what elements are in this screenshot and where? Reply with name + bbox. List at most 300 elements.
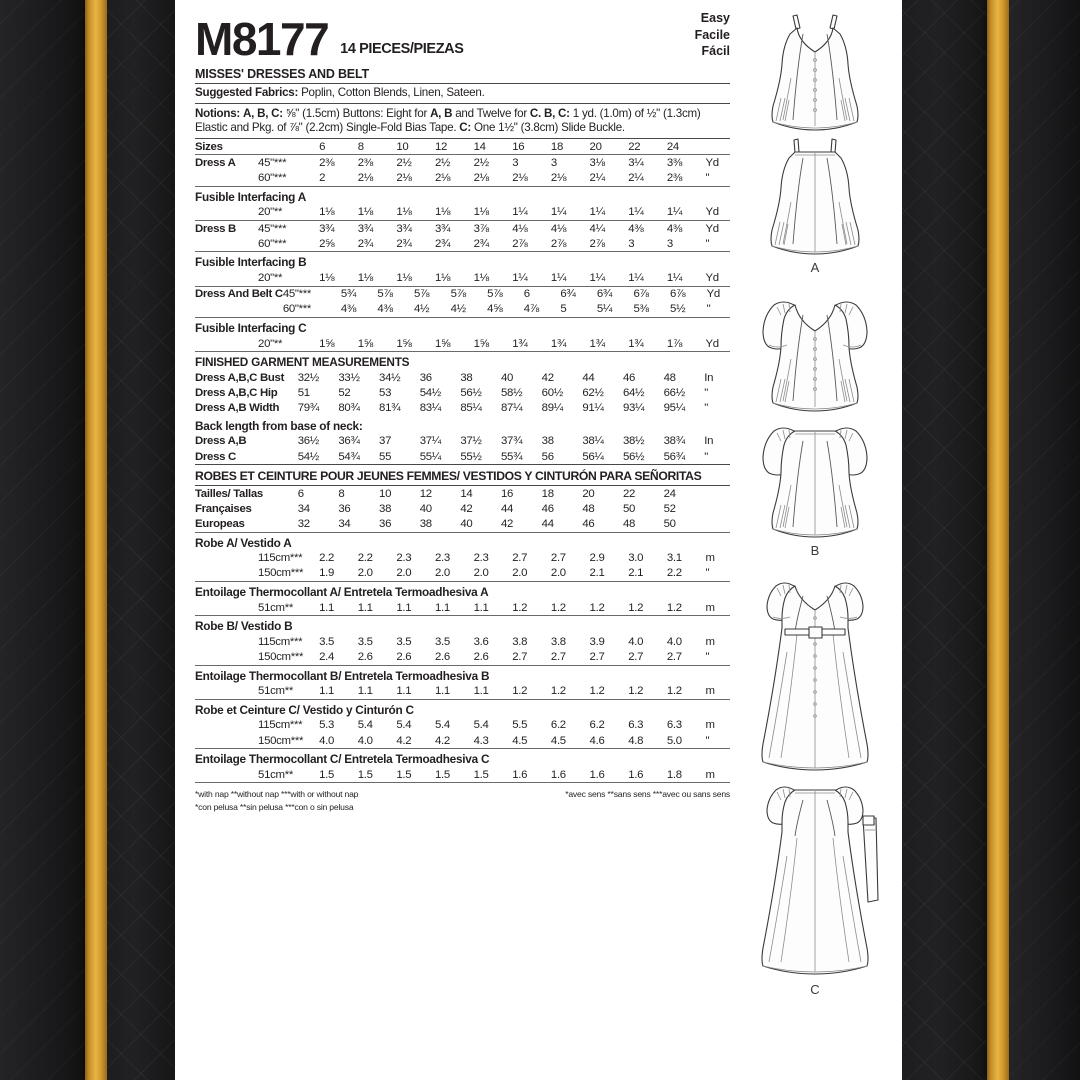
value-size-2: 1.5	[396, 768, 412, 781]
value-size-3: 1.5	[434, 768, 450, 781]
group-label: Fusible Interfacing C	[195, 320, 307, 335]
value-size-7: 48	[582, 502, 595, 515]
value-size-0: 3¾	[319, 222, 335, 235]
value-size-4: 2¾	[473, 237, 489, 250]
value-size-6: 6¾	[560, 288, 576, 301]
notions-views-c-bc: C. B, C:	[529, 106, 570, 120]
value-size-6: 2.7	[550, 552, 566, 565]
value-size-8: 38½	[622, 435, 645, 448]
value-size-5: 1¼	[512, 272, 528, 284]
difficulty-english: Easy	[700, 11, 730, 25]
value-size-2: 38	[379, 502, 392, 515]
group-name-cell	[195, 649, 258, 664]
value-size-1: 54¾	[338, 450, 360, 463]
unit-cell: m	[705, 635, 715, 648]
value-size-5: 1.2	[512, 685, 528, 698]
table-row	[195, 434, 730, 449]
notions-buttons-text: ⅝" (1.5cm) Buttons: Eight for	[285, 106, 428, 120]
value-size-7: 1.2	[589, 601, 605, 614]
value-size-9: 38¾	[663, 435, 685, 448]
value-size-6: 4.5	[550, 734, 566, 747]
table-row	[195, 516, 730, 531]
table-body	[195, 155, 730, 185]
fabric-width: 45"***	[258, 157, 287, 170]
value-size-8: 1¼	[628, 206, 644, 219]
value-size-5: 1¾	[512, 337, 528, 350]
value-size-2: 81¾	[379, 402, 401, 415]
unit-cell: m	[705, 552, 715, 565]
imperial-table-body	[195, 139, 730, 154]
value-size-2: 1⅝	[396, 337, 412, 350]
size-system-label: Europeas	[195, 518, 245, 531]
fabric-width: 60"***	[258, 237, 287, 250]
value-size-3: 5.4	[434, 719, 450, 732]
value-size-9: 4⅜	[666, 222, 683, 235]
value-size-7: 20	[582, 487, 595, 500]
value-size-9: 3.1	[666, 552, 682, 565]
notions-views-ab: A, B	[430, 106, 453, 120]
fabric-width: 20"**	[258, 272, 283, 284]
value-size-6: 1¼	[550, 272, 567, 284]
metric-yardage-table	[195, 600, 730, 615]
table-row	[195, 600, 730, 615]
value-size-0: 6	[297, 487, 304, 500]
notions-view-c: C:	[459, 121, 472, 135]
value-size-4: 42	[460, 502, 473, 515]
value-size-3: 54½	[419, 386, 441, 399]
notions-elastic-tape: Elastic and Pkg. of ⅞" (2.2cm) Single-Fold Bias Tape.	[195, 121, 457, 135]
metric-yardage-table	[195, 684, 730, 699]
dress-b-front-sketch	[747, 289, 883, 417]
table-body	[195, 270, 730, 285]
value-size-4: 4⅝	[487, 303, 503, 316]
value-size-8: 1.2	[628, 685, 644, 698]
value-size-7: 1¼	[589, 206, 605, 219]
group-name-cell	[195, 566, 258, 581]
chevron-panel-inner-right	[902, 0, 987, 1080]
value-size-4: 4.3	[473, 734, 489, 747]
yardage-table	[195, 270, 730, 285]
metric-groups	[195, 486, 730, 783]
value-size-5: 55¾	[501, 450, 523, 463]
unit-cell: "	[704, 450, 709, 463]
value-size-3: 1.1	[434, 601, 450, 614]
back-length-heading: Back length from base of neck:	[195, 418, 363, 433]
value-size-0: 2.2	[319, 552, 334, 565]
value-size-5: 42	[501, 518, 514, 531]
unit-cell: "	[705, 237, 710, 250]
table-row	[195, 733, 730, 748]
value-size-5: 2.7	[512, 651, 528, 663]
unit-cell: In	[704, 435, 714, 448]
table-row	[195, 302, 730, 317]
value-size-1: 8	[338, 487, 345, 500]
value-size-4: 2.0	[473, 567, 489, 580]
value-size-5: 40	[501, 371, 514, 384]
value-size-2: 10	[379, 487, 392, 500]
group-name-cell: Dress A	[195, 157, 236, 170]
finished-heading: FINISHED GARMENT MEASUREMENTS	[195, 355, 410, 370]
group-name-cell	[195, 733, 258, 748]
table-row	[195, 684, 730, 699]
value-size-9: 52	[663, 502, 676, 515]
value-size-1: 1⅛	[357, 272, 373, 284]
fabric-width: 60"***	[282, 303, 312, 316]
table-row	[195, 767, 730, 782]
imperial-yardage-table	[195, 139, 730, 154]
fabric-width: 51cm**	[258, 685, 293, 698]
value-size-8: 1¼	[628, 272, 644, 284]
value-size-3: 2¾	[434, 237, 451, 250]
fabric-width: 115cm***	[258, 719, 303, 732]
value-size-8: 64½	[622, 386, 645, 399]
value-size-2: 5.4	[396, 719, 412, 732]
chevron-panel-inner-left	[107, 0, 175, 1080]
metric-yardage-table	[195, 767, 730, 782]
value-size-7: 6.2	[589, 719, 605, 732]
value-size-6: 1.6	[550, 768, 566, 781]
value-size-4: 3.6	[473, 635, 489, 648]
value-size-6: 56	[541, 450, 554, 463]
value-size-1: 4⅜	[377, 303, 393, 316]
value-size-1: 34	[338, 518, 351, 531]
gold-stripe-right	[987, 0, 1009, 1080]
value-size-0: 1.1	[319, 601, 334, 614]
value-size-4: 37½	[460, 435, 482, 448]
table-row	[195, 649, 730, 664]
value-size-8: 93¼	[622, 402, 645, 415]
value-size-6: 2.7	[550, 651, 566, 663]
yardage-table	[195, 336, 730, 351]
value-size-0: 36½	[297, 435, 319, 448]
value-size-8: 3	[628, 237, 635, 250]
value-size-3: 3.5	[434, 635, 450, 648]
value-size-0: 51	[297, 386, 310, 399]
value-size-4: 2.3	[473, 552, 489, 565]
value-size-8: 2.7	[628, 651, 644, 663]
value-size-9: 48	[663, 371, 676, 384]
size-system-label: Tailles/ Tallas	[195, 487, 263, 500]
table-row	[195, 236, 730, 251]
value-size-6: 2⅛	[550, 172, 567, 185]
value-size-6: 4⅛	[550, 222, 567, 235]
value-size-4: 1.1	[473, 685, 489, 698]
value-size-2: 2½	[396, 157, 412, 170]
table-body	[195, 600, 730, 615]
value-size-8: 2¼	[628, 172, 644, 185]
value-size-1: 1⅝	[357, 337, 373, 350]
table-row	[195, 501, 730, 516]
yardage-table	[195, 155, 730, 185]
unit-cell: "	[705, 567, 710, 580]
table-body	[195, 684, 730, 699]
unit-cell: Yd	[705, 206, 719, 219]
table-row	[195, 385, 730, 400]
value-size-7: 2⅞	[589, 237, 605, 250]
size-header-1: 8	[357, 140, 364, 153]
table-row	[195, 449, 730, 464]
value-size-8: 4.8	[628, 734, 644, 747]
spacer-cell	[258, 139, 319, 154]
value-size-3: 40	[419, 502, 432, 515]
yardage-table	[195, 221, 730, 251]
value-size-4: 5.4	[473, 719, 489, 732]
measurement-label: Dress C	[195, 450, 236, 463]
group-name-cell	[195, 236, 258, 251]
value-size-0: 34	[297, 502, 310, 515]
value-size-5: 4.5	[512, 734, 528, 747]
suggested-fabrics-text: Poplin, Cotton Blends, Linen, Sateen.	[301, 86, 485, 99]
metric-yardage-table	[195, 718, 730, 748]
table-row	[195, 270, 730, 285]
footnotes	[195, 783, 730, 813]
value-size-9: 2.7	[666, 651, 682, 663]
group-label: Fusible Interfacing A	[195, 189, 306, 204]
value-size-3: 2⅛	[434, 172, 451, 185]
dress-c-back-sketch	[747, 778, 883, 980]
value-size-9: 2.2	[666, 567, 682, 580]
value-size-2: 2¾	[396, 237, 412, 250]
measurement-label: Dress A,B,C Bust	[195, 371, 285, 384]
group-label: Entoilage Thermocollant C/ Entretela Termoadhesiva C	[195, 752, 490, 767]
value-size-8: 3.0	[628, 552, 644, 565]
table-row	[195, 221, 730, 236]
value-size-2: 1.1	[396, 685, 412, 698]
fabric-width: 20"**	[258, 206, 283, 219]
metric-yardage-table	[195, 634, 730, 664]
value-size-6: 3.8	[550, 635, 566, 648]
value-size-6: 42	[541, 371, 554, 384]
unit-cell: Yd	[705, 222, 719, 235]
value-size-5: 1.6	[512, 768, 528, 781]
value-size-9: 95¼	[663, 402, 685, 415]
unit-cell: Yd	[705, 272, 719, 284]
value-size-3: 12	[419, 487, 432, 500]
value-size-3: 2.3	[434, 552, 450, 565]
value-size-5: 37¾	[501, 435, 523, 448]
chevron-panel-outer-right	[1009, 0, 1080, 1080]
fabric-width: 51cm**	[258, 601, 293, 614]
value-size-9: 1¼	[666, 272, 683, 284]
table-body	[195, 336, 730, 351]
notions-buckle: One 1½" (3.8cm) Slide Buckle.	[474, 121, 625, 135]
value-size-6: 1¾	[550, 337, 567, 350]
value-size-9: 6.3	[666, 719, 682, 732]
value-size-2: 4.2	[396, 734, 412, 747]
value-size-5: 3.8	[512, 635, 528, 648]
unit-cell: m	[705, 601, 715, 614]
value-size-6: 1.2	[550, 601, 566, 614]
difficulty-spanish: Fácil	[701, 44, 730, 58]
metric-size-table	[195, 486, 730, 532]
footnote-english: *with nap **without nap ***with or without nap	[195, 789, 359, 800]
table-row	[195, 205, 730, 220]
value-size-6: 2.0	[550, 567, 566, 580]
value-size-1: 4.0	[357, 734, 373, 747]
value-size-5: 16	[501, 487, 514, 500]
value-size-8: 5⅜	[633, 303, 649, 316]
back-length-table	[195, 434, 730, 464]
group-label: Entoilage Thermocollant A/ Entretela Termoadhesiva A	[195, 585, 489, 600]
value-size-0: 2⅜	[319, 157, 335, 170]
group-name-cell	[195, 718, 258, 733]
value-size-9: 66½	[663, 386, 685, 399]
fabric-width: 150cm***	[258, 651, 304, 663]
value-size-3: 3¾	[434, 222, 451, 235]
value-size-2: 55	[379, 450, 392, 463]
value-size-4: 1.5	[473, 768, 489, 781]
value-size-2: 2.3	[396, 552, 412, 565]
chevron-panel-outer-left	[0, 0, 85, 1080]
specifications-column	[195, 10, 730, 813]
value-size-4: 1⅛	[473, 272, 489, 284]
value-size-3: 36	[419, 371, 432, 384]
value-size-8: 3¼	[628, 157, 644, 170]
value-size-2: 36	[379, 518, 392, 531]
imperial-groups	[195, 155, 730, 352]
value-size-4: 38	[460, 371, 473, 384]
value-size-3: 4.2	[434, 734, 450, 747]
value-size-0: 1.5	[319, 768, 334, 781]
value-size-3: 1⅛	[434, 206, 451, 219]
value-size-5: 2⅞	[512, 237, 528, 250]
value-size-3: 2.0	[434, 567, 450, 580]
value-size-4: 2.6	[473, 651, 489, 663]
notions	[195, 104, 730, 138]
size-header-2: 10	[396, 140, 409, 153]
value-size-8: 1.6	[628, 768, 644, 781]
notions-and-twelve: and Twelve for	[455, 106, 527, 120]
view-b-illustration	[740, 289, 890, 572]
value-size-3: 1.1	[434, 685, 450, 698]
table-body	[195, 370, 730, 416]
value-size-5: 2.0	[512, 567, 528, 580]
measurement-label: Dress A,B Width	[195, 402, 280, 415]
value-size-4: 1⅛	[473, 206, 489, 219]
value-size-8: 50	[622, 502, 636, 515]
value-size-8: 6⅞	[633, 288, 649, 301]
value-size-8: 6.3	[628, 719, 644, 732]
table-body	[195, 287, 730, 317]
value-size-3: 55¼	[419, 450, 441, 463]
value-size-1: 2⅜	[357, 157, 373, 170]
value-size-9: 3	[666, 237, 673, 250]
value-size-5: 4⅞	[523, 303, 539, 316]
group-name-cell	[195, 600, 258, 615]
unit-cell: "	[704, 386, 709, 399]
value-size-7: 2¼	[589, 172, 605, 185]
group-label: Entoilage Thermocollant B/ Entretela Termoadhesiva B	[195, 668, 490, 683]
value-size-7: 44	[582, 371, 595, 384]
value-size-5: 44	[501, 502, 514, 515]
unit-cell: "	[705, 734, 710, 747]
table-row	[195, 634, 730, 649]
value-size-7: 2.7	[589, 651, 605, 663]
gold-stripe-left	[85, 0, 107, 1080]
measurement-label: Dress A,B,C Hip	[195, 386, 278, 399]
size-system-label: Françaises	[195, 502, 252, 515]
value-size-2: 53	[379, 386, 392, 399]
left-decorative-border	[0, 0, 175, 1080]
value-size-9: 5.0	[666, 734, 682, 747]
unit-cell	[704, 486, 730, 501]
size-header-6: 18	[550, 140, 563, 153]
table-row	[195, 370, 730, 385]
value-size-9: 1¼	[666, 206, 683, 219]
value-size-8: 1¾	[628, 337, 644, 350]
table-row	[195, 155, 730, 170]
unit-cell: Yd	[705, 157, 719, 170]
header	[195, 10, 730, 65]
value-size-7: 1¾	[589, 337, 605, 350]
table-body	[195, 221, 730, 251]
suggested-fabrics	[195, 84, 730, 104]
value-size-9: 3⅜	[666, 157, 683, 170]
unit-cell: Yd	[705, 337, 719, 350]
value-size-0: 1⅛	[319, 272, 335, 284]
size-header-0: 6	[319, 140, 326, 153]
value-size-1: 5.4	[357, 719, 373, 732]
fabric-width: 45"***	[282, 288, 312, 301]
value-size-3: 2.6	[434, 651, 450, 663]
value-size-4: 14	[460, 487, 473, 500]
value-size-0: 79¾	[297, 402, 319, 415]
value-size-2: 2.0	[396, 567, 412, 580]
table-body	[195, 434, 730, 464]
value-size-6: 89¼	[541, 402, 563, 415]
value-size-1: 3¾	[357, 222, 373, 235]
value-size-0: 2	[319, 172, 326, 185]
group-name-cell	[195, 171, 258, 186]
pattern-number: M8177	[195, 12, 329, 65]
unit-cell: Yd	[706, 288, 720, 301]
value-size-2: 4½	[414, 303, 430, 316]
yardage-table	[195, 287, 730, 317]
value-size-4: 2⅛	[473, 172, 489, 185]
value-size-9: 1⅞	[666, 337, 683, 350]
value-size-1: 36	[338, 502, 351, 515]
value-size-0: 4.0	[319, 734, 334, 747]
dress-a-front-sketch	[747, 8, 883, 136]
value-size-5: 2⅛	[512, 172, 528, 185]
table-row	[195, 566, 730, 581]
table-body	[195, 551, 730, 581]
group-label: Fusible Interfacing B	[195, 255, 307, 270]
value-size-0: 32	[297, 518, 310, 531]
value-size-8: 4.0	[628, 635, 644, 648]
suggested-fabrics-label: Suggested Fabrics:	[195, 86, 299, 99]
value-size-1: 2.6	[357, 651, 373, 663]
unit-cell: "	[705, 172, 710, 185]
value-size-7: 62½	[582, 386, 604, 399]
table-body	[195, 634, 730, 664]
difficulty-block	[695, 10, 730, 62]
value-size-5: 3	[512, 157, 519, 170]
view-c-label: C	[810, 982, 820, 997]
value-size-1: 2⅛	[357, 172, 373, 185]
value-size-7: 6¾	[596, 288, 613, 301]
group-name-cell	[195, 767, 258, 782]
value-size-6: 46	[541, 502, 554, 515]
value-size-9: 2⅜	[666, 172, 683, 185]
dress-b-back-sketch	[747, 417, 883, 541]
notions-label: Notions:	[195, 106, 241, 120]
value-size-6: 60½	[541, 386, 563, 399]
value-size-1: 33½	[338, 371, 360, 384]
value-size-8: 4⅜	[628, 222, 644, 235]
value-size-1: 1.1	[357, 685, 373, 698]
finished-measurements	[195, 352, 730, 465]
